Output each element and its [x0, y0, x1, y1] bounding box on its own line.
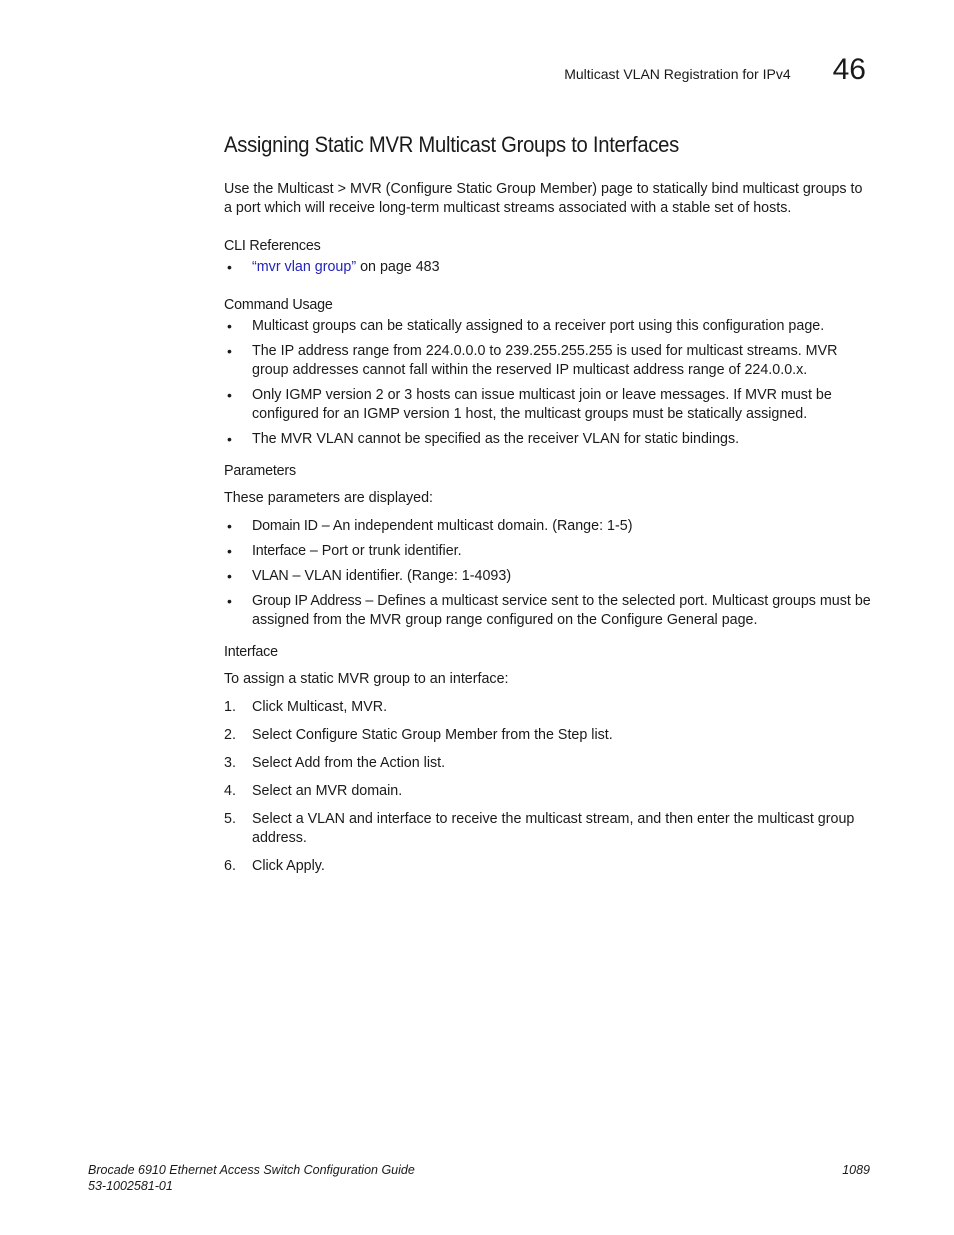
parameter-desc: – Port or trunk identifier.	[305, 543, 462, 559]
command-usage-list	[224, 317, 874, 449]
footer-guide-title: Brocade 6910 Ethernet Access Switch Configuration Guide	[88, 1163, 415, 1177]
chapter-number: 46	[832, 53, 866, 86]
parameters-block	[224, 462, 874, 630]
parameter-desc: – Defines a multicast service sent to the selected port. Multicast groups must be assigned from the MVR group range configured on the Configure General page.	[252, 593, 871, 628]
section-intro: Use the Multicast > MVR (Configure Static Group Member) page to statically bind multicast groups to a port which will receive long-term multicast streams associated with a stable set of hosts.	[224, 181, 863, 216]
footer-page-number: 1089	[842, 1163, 870, 1177]
command-usage-heading: Command Usage	[224, 297, 333, 313]
step-number: 4.	[224, 783, 236, 799]
cli-reference-item	[224, 258, 874, 277]
chapter-title: Multicast VLAN Registration for IPv4	[564, 66, 791, 82]
step-text: Click Multicast, MVR.	[252, 699, 388, 715]
step-number: 3.	[224, 755, 236, 771]
step-number: 1.	[224, 699, 236, 715]
list-item: • Multicast groups can be statically assigned to a receiver port using this configuration page.	[224, 317, 874, 336]
step-item	[224, 782, 874, 801]
parameter-term: Domain ID	[252, 518, 318, 534]
interface-intro: To assign a static MVR group to an interface:	[224, 671, 509, 687]
command-usage-block	[224, 296, 874, 449]
step-item	[224, 857, 874, 876]
step-item	[224, 726, 874, 745]
step-item	[224, 810, 874, 848]
cli-references-heading: CLI References	[224, 238, 321, 254]
interface-steps	[224, 698, 874, 876]
step-item	[224, 754, 874, 773]
interface-block	[224, 643, 874, 876]
cli-references-block	[224, 237, 874, 277]
parameter-term: Group IP Address	[252, 593, 362, 609]
list-item: • The IP address range from 224.0.0.0 to 239.255.255.255 is used for multicast streams. MVR group addresses cannot fall within the reserved IP multicast address range of 224.0.0.x.	[224, 342, 874, 380]
main-content	[224, 132, 874, 895]
cli-reference-page: on page 483	[356, 259, 440, 275]
list-item: • The MVR VLAN cannot be specified as the receiver VLAN for static bindings.	[224, 430, 874, 449]
parameter-term: Interface	[252, 543, 306, 559]
step-text: Select Configure Static Group Member from the Step list.	[252, 727, 613, 743]
page-header	[564, 55, 866, 85]
parameter-term: VLAN	[252, 568, 289, 584]
parameter-item	[224, 517, 874, 536]
parameters-heading: Parameters	[224, 463, 296, 479]
step-item	[224, 698, 874, 717]
parameter-desc: – VLAN identifier. (Range: 1-4093)	[288, 568, 512, 584]
step-number: 5.	[224, 811, 236, 827]
parameter-desc: – An independent multicast domain. (Range: 1-5)	[317, 518, 633, 534]
page-footer	[88, 1162, 870, 1194]
list-item: • Only IGMP version 2 or 3 hosts can issue multicast join or leave messages. If MVR must be configured for an IGMP version 1 host, the multicast groups must be statically assigned.	[224, 386, 874, 424]
step-number: 2.	[224, 727, 236, 743]
parameter-item	[224, 567, 874, 586]
interface-heading: Interface	[224, 644, 278, 660]
step-number: 6.	[224, 858, 236, 874]
parameter-item	[224, 592, 874, 630]
step-text: Click Apply.	[252, 858, 325, 874]
step-text: Select Add from the Action list.	[252, 755, 446, 771]
parameters-list	[224, 517, 874, 630]
section-title: Assigning Static MVR Multicast Groups to Interfaces	[224, 132, 680, 157]
footer-row	[88, 1162, 870, 1178]
footer-doc-id: 53-1002581-01	[88, 1179, 173, 1193]
cli-references-list	[224, 258, 874, 277]
step-text: Select an MVR domain.	[252, 783, 403, 799]
step-text: Select a VLAN and interface to receive the multicast stream, and then enter the multicast group address.	[252, 811, 855, 846]
cli-reference-link[interactable]: “mvr vlan group”	[252, 259, 357, 275]
parameter-item	[224, 542, 874, 561]
parameters-intro: These parameters are displayed:	[224, 490, 434, 506]
